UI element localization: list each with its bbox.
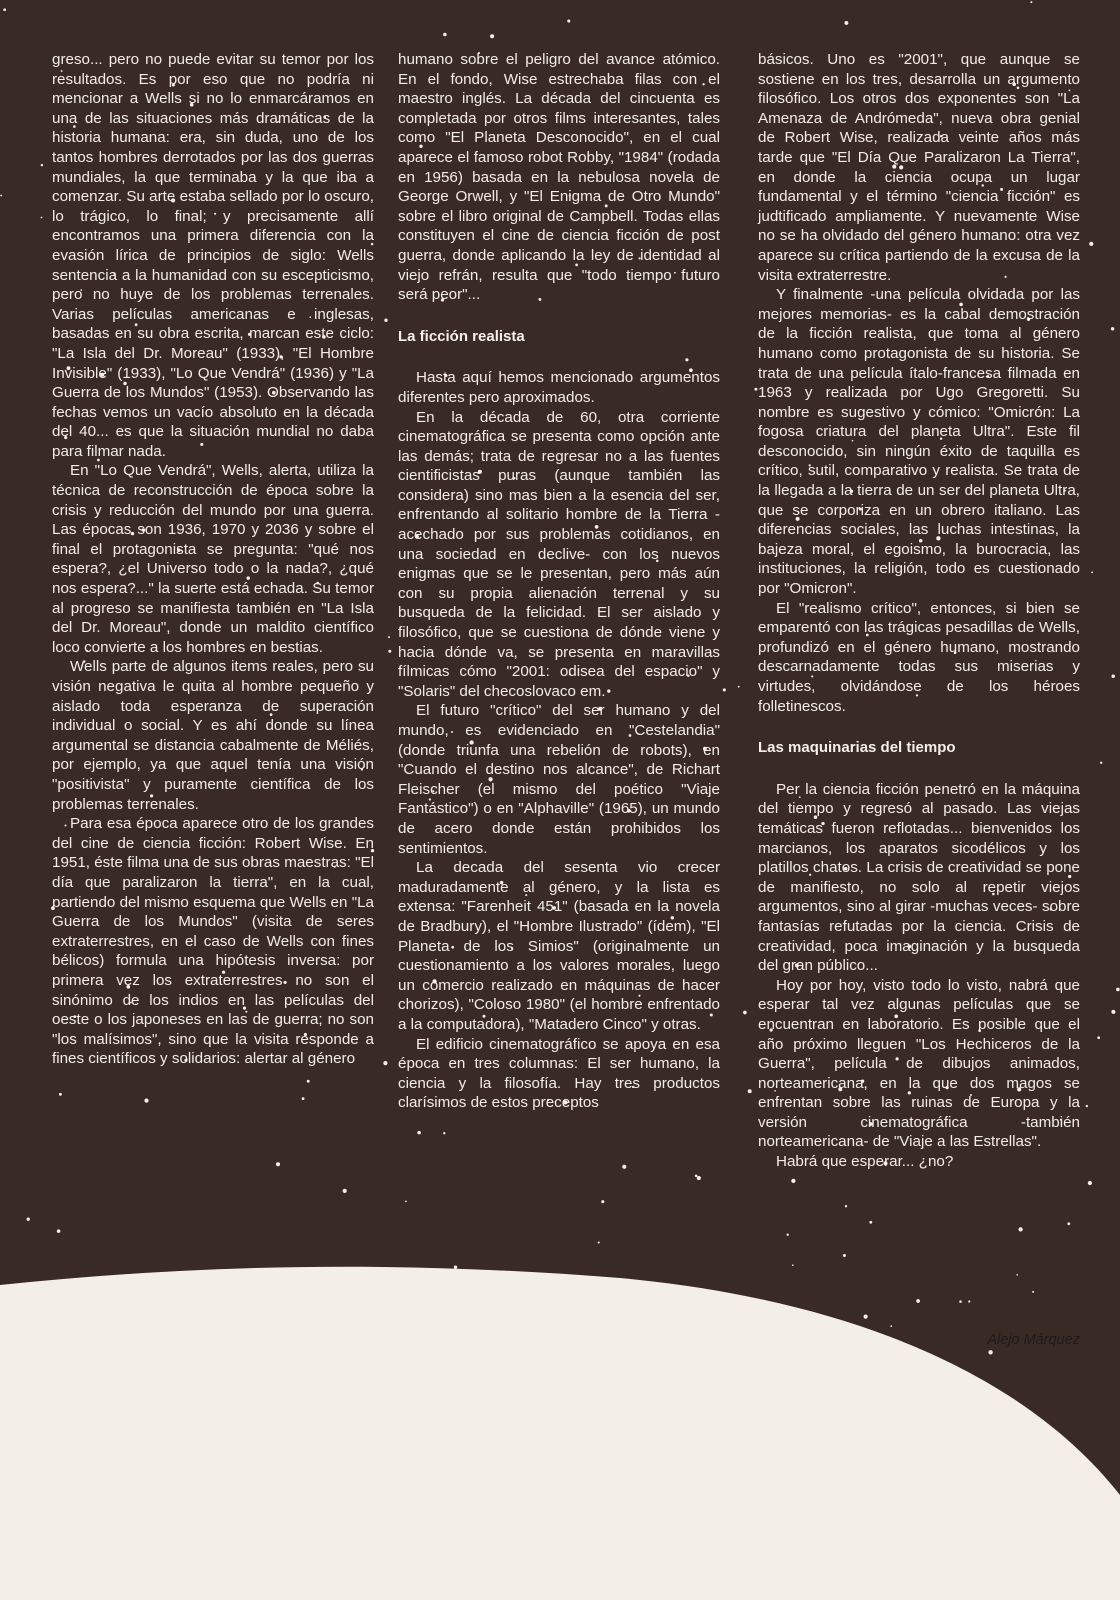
star-dot bbox=[959, 1300, 962, 1303]
star-dot bbox=[3, 8, 6, 11]
star-dot bbox=[417, 1131, 421, 1135]
star-dot bbox=[567, 19, 570, 22]
star-dot bbox=[743, 1011, 747, 1015]
col3-paragraph-5: Hoy por hoy, visto todo lo visto, nabrá que esperar tal vez algunas películas que se encuentran en laboratorio. Es posible que el año próximo lleguen "Los Hechiceros de la Guerra", película de dibujos animados, norteamericana, en la que dos magos se enfrentan sobre las ruinas de Europa y la versión cinematográfica -también norteamericana- de "Viaje a las Estrellas". bbox=[758, 976, 1080, 1151]
star-dot bbox=[601, 1200, 604, 1203]
star-dot bbox=[845, 1205, 847, 1207]
star-dot bbox=[443, 1132, 445, 1134]
star-dot bbox=[1097, 1036, 1100, 1039]
star-dot bbox=[1018, 1227, 1022, 1231]
star-dot bbox=[1091, 571, 1093, 573]
star-dot bbox=[697, 1176, 701, 1180]
star-dot bbox=[405, 1201, 407, 1203]
star-dot bbox=[384, 319, 387, 322]
star-dot bbox=[988, 1350, 992, 1354]
star-dot bbox=[792, 1264, 794, 1266]
star-dot bbox=[704, 1299, 706, 1301]
col2-paragraph-5: La decada del sesenta vio crecer maduradamente al género, y la lista es extensa: "Farenheit 451" (basada en la novela de Bradbury), el "Hombre Ilustrado" (ídem), "El Planeta de los Simios" (originalmente un cuestionamiento a los valores morales, luego un comercio realizado en máquinas de hacer chorizos), "Coloso 1980" (el hombre enfrentado a la computadora), "Matadero Cinco" y otras. bbox=[398, 859, 720, 1033]
star-dot bbox=[786, 1233, 788, 1235]
star-dot bbox=[59, 1093, 62, 1096]
star-dot bbox=[1111, 674, 1114, 677]
star-dot bbox=[307, 1080, 310, 1083]
col1-paragraph-3: Wells parte de algunos items reales, pero su visión negativa le quita al hombre pequeño y aislado toda esperanza de superación individual o social. Y es ahí donde su línea argumental se distancia cabalmente de Méliés, por ejemplo, ya que aquel tenía una visión "positivista" y puramente científica de los problemas terrenales. bbox=[52, 658, 374, 813]
article-column-1 bbox=[52, 50, 374, 1069]
star-dot bbox=[986, 1390, 990, 1394]
star-dot bbox=[1032, 1291, 1034, 1293]
star-dot bbox=[276, 1162, 280, 1166]
star-dot bbox=[27, 1218, 30, 1221]
col3-paragraph-4: Per la ciencia ficción penetró en la máquina del tiempo y regresó al pasado. Las viejas temáticas fueron reflotadas... bienvenidos los marcianos, los aparatos sicodélicos y los platillos chatos. La crisis de creatividad se pone de manifiesto, no solo al repetir viejos argumentos, sino al girar -muchas veces- sobre fantasías refutadas por la ciencia. Crisis de creatividad, poca imaginación y la busqueda del gran público... bbox=[758, 780, 1080, 975]
star-dot bbox=[436, 1270, 440, 1274]
star-dot bbox=[454, 1265, 457, 1268]
col3-paragraph-1: básicos. Uno es "2001", que aunque se sostiene en los tres, desarrolla un argumento filosófico. Los otros dos exponentes son "La Amenaza de Andrómeda", nueva obra genial de Robert Wise, realizada veinte años más tarde que "El Día Que Paralizaron La Tierra", en donde la ciencia ocupa un lugar fundamental y el término "ciencia ficción" es judtificado ampliamente. Y nuevamente Wise no se ha olvidado del género humano: otra vez aparece su crítica partiendo de la excusa de la visita extraterrestre. bbox=[758, 51, 1080, 284]
star-dot bbox=[968, 1300, 970, 1302]
article-column-2 bbox=[398, 50, 720, 1113]
star-dot bbox=[598, 1241, 600, 1243]
col2-paragraph-6: El edificio cinematográfico se apoya en esa época en tres columnas: El ser humano, la ciencia y la filosofía. Hay tres productos clarísimos de estos preceptos bbox=[398, 1035, 720, 1112]
star-dot bbox=[890, 1325, 892, 1327]
col3-paragraph-6: Habrá que esperar... ¿no? bbox=[776, 1153, 954, 1171]
star-dot bbox=[1111, 327, 1114, 330]
star-dot bbox=[738, 686, 740, 688]
star-dot bbox=[302, 1097, 305, 1100]
star-dot bbox=[622, 1165, 626, 1169]
star-dot bbox=[383, 1061, 387, 1065]
star-dot bbox=[791, 1179, 795, 1183]
star-dot bbox=[0, 195, 2, 197]
star-dot bbox=[864, 1315, 868, 1319]
col2-paragraph-3: En la década de 60, otra corriente cinematográfica se presenta como opción ante las demás; trata de regresar no a las fuentes cientificistas puras (aunque también las considera) sino mas bien a la esencia del ser, enfrentando al solitario hombre de la Tierra -acechado por sus problemas cotidianos, en una sociedad en declive- con los nuevos enigmas que se le presentan, pero más aún con su propia alienación terrenal y su busqueda de la felicidad. El ser aislado y filosófico, que se cuestiona de dónde viene y hacia dónde va, se presenta en maravillas fílmicas cómo "2001: odisea del espacio" y "Solaris" del checoslovaco em. bbox=[398, 408, 720, 700]
article-column-3 bbox=[758, 50, 1080, 1172]
col3-paragraph-2: Y finalmente -una película olvidada por las mejores memorias- es la cabal demostración de la ficción realista, que toma al género humano como protagonista de su historia. Se trata de una película ítalo-francesa filmada en 1963 y realizada por Ugo Gregoretti. Su nombre es sugestivo y cómico: "Omicrón: La fogosa criatura del planeta Ultra". Este fil desconocido, sin ningún éxito de taquilla es crítico, sutil, comparativo y realista. Se trata de la llegada a la tierra de un ser del planeta Ultra, que se corporiza en un obrero italiano. Las diferencias sociales, las luchas intestinas, la bajeza moral, el egoismo, la burocracia, las instituciones, la religión, todo es cuestionado por "Omicron". bbox=[758, 286, 1080, 598]
star-dot bbox=[1089, 242, 1093, 246]
star-dot bbox=[41, 164, 43, 166]
star-dot bbox=[736, 1304, 739, 1307]
star-dot bbox=[490, 34, 494, 38]
star-dot bbox=[916, 1299, 920, 1303]
star-dot bbox=[1030, 1413, 1034, 1417]
col2-paragraph-4: El futuro "crítico" del ser humano y del mundo, es evidenciado en "Cestelandia" (donde triunfa una rebelión de robots), en "Cuando el destino nos alcance", de Richart Fleischer (el mismo del poético "Viaje Fantástico") o en "Alphaville" (1965), un mundo de acero donde están prohibidos los sentimientos. bbox=[398, 702, 720, 857]
star-dot bbox=[869, 1221, 872, 1224]
star-dot bbox=[144, 1099, 148, 1103]
star-dot bbox=[754, 388, 757, 391]
star-dot bbox=[843, 1254, 846, 1257]
star-dot bbox=[443, 33, 447, 37]
col1-paragraph-4: Para esa época aparece otro de los grandes del cine de ciencia ficción: Robert Wise. En 1951, éste filma una de sus obras maestras: "El día que paralizaron la tierra", en la cual, partiendo del mismo esquema que Wells en "La Guerra de los Mundos" (visita de seres extraterrestres, en el caso de Wells con fines bélicos) formula una hipótesis inversa: por primera vez los extraterrestres no son el sinónimo de los indios en las películas del oeste o los japoneses en las de guerra; no son "los malísimos", sino que la visita responde a fines científicos y solidarios: alertar al género bbox=[52, 815, 374, 1068]
star-dot bbox=[711, 1306, 713, 1308]
author-signature: Alejo Márquez bbox=[987, 1332, 1080, 1348]
star-dot bbox=[1111, 1010, 1115, 1014]
star-dot bbox=[1116, 988, 1120, 992]
star-dot bbox=[1016, 1274, 1018, 1276]
star-dot bbox=[41, 217, 43, 219]
section-heading-maquinarias: Las maquinarias del tiempo bbox=[758, 739, 956, 757]
col1-paragraph-1: greso... pero no puede evitar su temor por los resultados. Es por eso que no podría ni mencionar a Wells si no lo enmarcáramos en una de las situaciones más dramáticas de la historia humana: era, sin duda, uno de los tantos hombres derrotados por las dos guerras mundiales, la que terminaba y la que iba a comenzar. Su arte estaba sellado por lo oscuro, lo trágico, lo final; y precisamente allí encontramos una primera diferencia con la evasión lírica de principios de siglo: Wells sentencia a la humanidad con su escepticismo, pero no huye de los problemas terrenales. Varias películas americanas e inglesas, basadas en su obra escrita, marcan este ciclo: "La Isla del Dr. Moreau" (1933), "El Hombre Invisible" (1933), "Lo Que Vendrá" (1936) y "La Guerra de los Mundos" (1953). Observando las fechas vemos un vacío absoluto en la década del 40... es que la situación mundial no daba para filmar nada. bbox=[52, 51, 374, 460]
star-dot bbox=[748, 1089, 752, 1093]
star-dot bbox=[935, 1390, 937, 1392]
star-dot bbox=[1088, 1181, 1092, 1185]
star-dot bbox=[388, 636, 390, 638]
section-heading-realista: La ficción realista bbox=[398, 327, 525, 345]
col2-paragraph-1: humano sobre el peligro del avance atómico. En el fondo, Wise estrechaba filas con el maestro inglés. La década del cincuenta es completada por otros films interesantes, tales como "El Planeta Desconocido", en el cual aparece el famoso robot Robby, "1984" (rodada en 1956) basada en la nebulosa novela de George Orwell, y "El Enigma de Otro Mundo" sobre el libro original de Campbell. Todas ellas constituyen el cine de ciencia ficción de post guerra, donde aplicando la ley de identidad al viejo refrán, resulta que "todo tiempo futuro será peor"... bbox=[398, 51, 720, 304]
star-dot bbox=[388, 650, 391, 653]
star-dot bbox=[695, 1175, 698, 1178]
star-dot bbox=[1100, 762, 1102, 764]
star-dot bbox=[723, 688, 726, 691]
star-dot bbox=[1030, 1, 1032, 3]
star-dot bbox=[1086, 1105, 1088, 1107]
star-dot bbox=[1067, 1222, 1070, 1225]
star-dot bbox=[844, 21, 848, 25]
col3-paragraph-3: El "realismo crítico", entonces, si bien se emparentó con las trágicas pesadillas de Wells, profundizó en el género humano, mostrando descarnadamente todas sus miserias y virtudes, olvidándose de los héroes folletinescos. bbox=[758, 599, 1080, 715]
star-dot bbox=[343, 1189, 347, 1193]
star-dot bbox=[57, 1229, 61, 1233]
col1-paragraph-2: En "Lo Que Vendrá", Wells, alerta, utiliza la técnica de reconstrucción de época sobre la crisis y reducción del mundo por una guerra. Las épocas son 1936, 1970 y 2036 y sobre el final el protagonista se pregunta: "qué nos espera?, ¿el Universo todo o la nada?, ¿qué nos espera?..." la suerte está echada. Su temor al progreso se manifiesta también en "La Isla del Dr. Moreau", donde un maldito científico loco convierte a los hombres en bestias. bbox=[52, 462, 374, 656]
col2-paragraph-2: Hasta aquí hemos mencionado argumentos diferentes pero aproximados. bbox=[398, 369, 720, 406]
